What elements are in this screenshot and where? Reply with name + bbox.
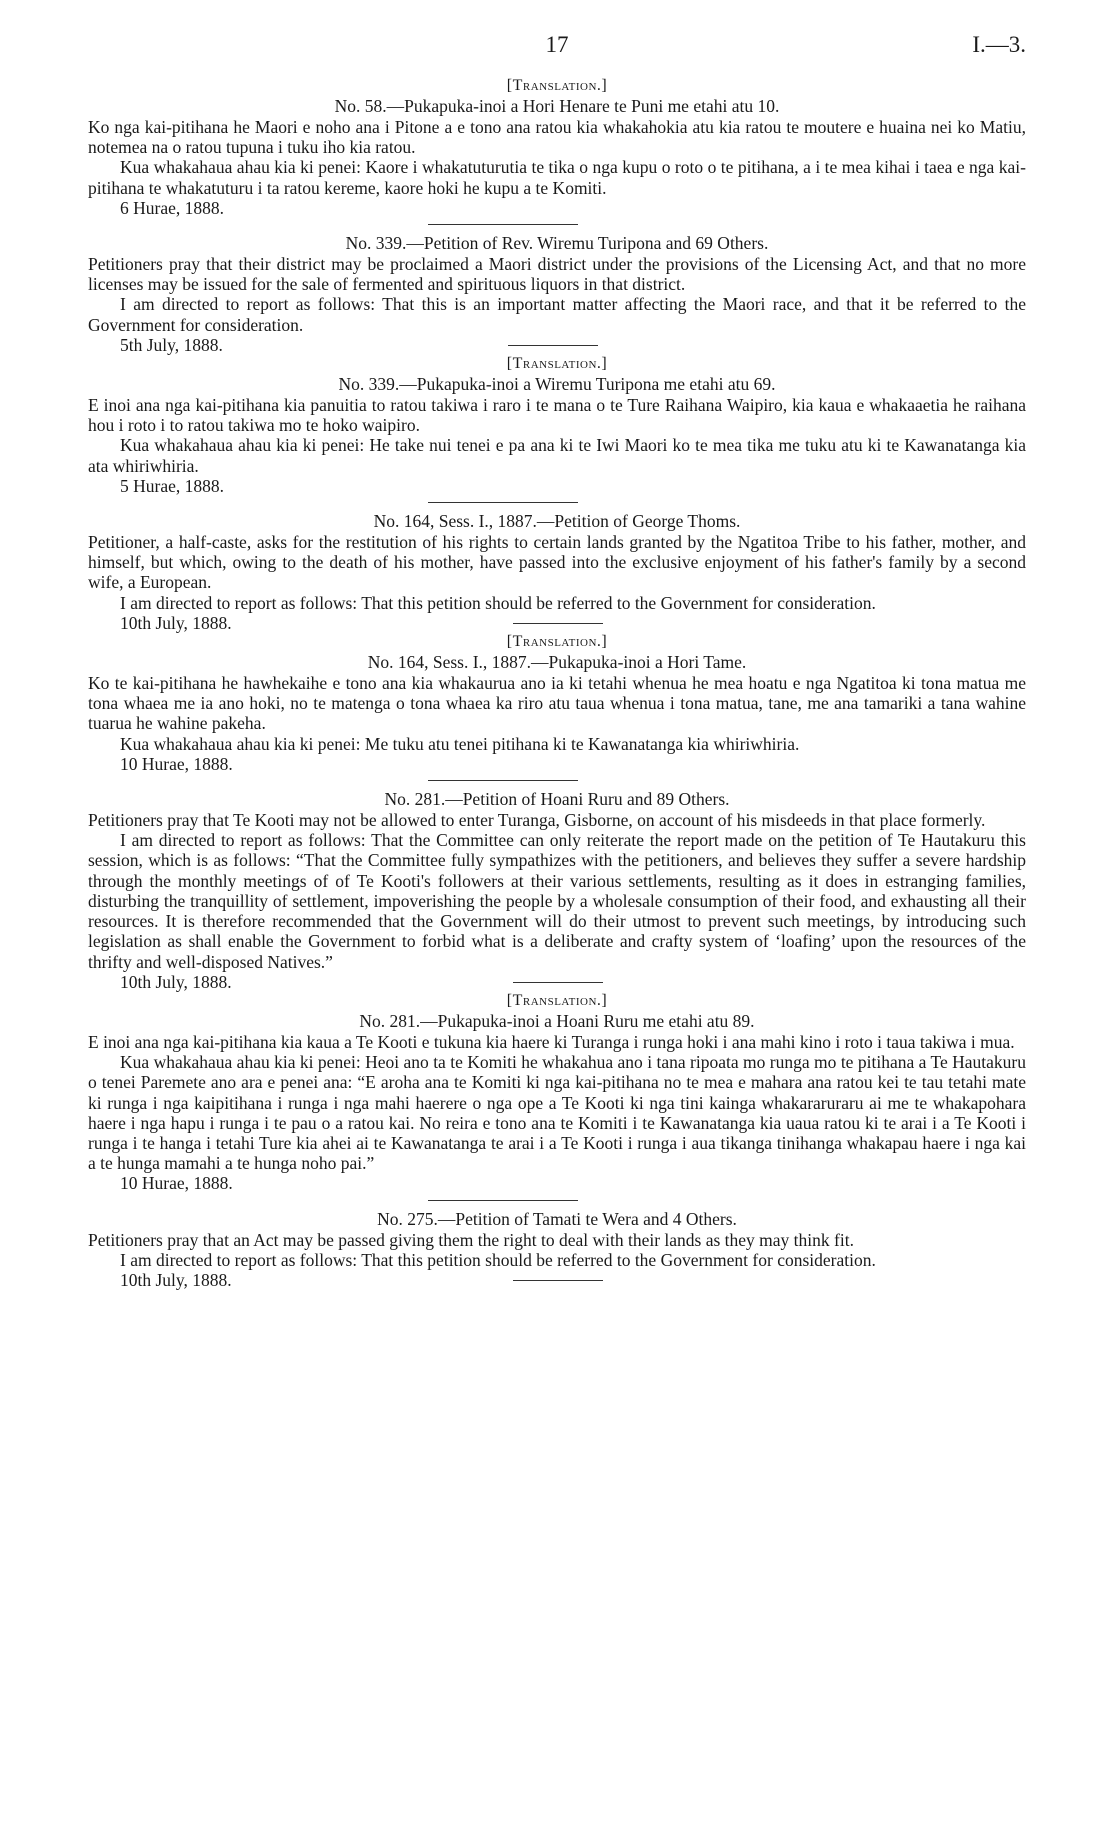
translation-tag: [Translation.] <box>506 77 608 94</box>
section-date: 10th July, 1888. <box>120 971 232 992</box>
section-281-petition <box>88 789 1026 992</box>
section-date: 5 Hurae, 1888. <box>120 475 225 496</box>
divider <box>513 982 603 983</box>
divider <box>428 224 578 225</box>
divider <box>428 780 578 781</box>
section-164-petition <box>88 511 1026 633</box>
section-paragraph: Kua whakahaua ahau kia ki penei: He take nui tenei e pa ana ki te Iwi Maori ko te mea tika me tuku atu ki te Kawanatanga kia ata whiriwhiria. <box>88 435 1026 476</box>
section-date: 10 Hurae, 1888. <box>120 1173 233 1194</box>
section-date: 5th July, 1888. <box>120 334 223 355</box>
section-paragraph: Petitioner, a half-caste, asks for the restitution of his rights to certain lands granted by the Ngatitoa Tribe to his father, mother, and himself, but which, owing to the death of his mother, have passed into the exclusive enjoyment of his father's family by a second wife, a European. <box>88 532 1026 593</box>
divider <box>513 623 603 624</box>
section-paragraph: I am directed to report as follows: That this is an important matter affecting the Maori race, and that it be referred to the Government for consideration. <box>88 294 1026 335</box>
divider <box>428 502 578 503</box>
section-paragraph: Kua whakahaua ahau kia ki penei: Me tuku atu tenei pitihana ki te Kawanatanga kia whiriwhiria. <box>120 733 800 754</box>
section-heading: No. 339.—Petition of Rev. Wiremu Turipona and 69 Others. <box>345 233 769 254</box>
section-heading: No. 281.—Petition of Hoani Ruru and 89 Others. <box>384 789 730 810</box>
section-58-translation <box>88 76 1026 218</box>
translation-tag: [Translation.] <box>506 991 608 1009</box>
section-heading: No. 164, Sess. I., 1887.—Petition of George Thoms. <box>373 511 741 532</box>
section-paragraph: E inoi ana nga kai-pitihana kia panuitia to ratou takiwa i raro i te mana o te Ture Raihana Waipiro, kia kaua e whakaaetia he raihana hou i roto i to ratou takiwa mo te hoko waipiro. <box>88 395 1026 436</box>
section-275-petition <box>88 1209 1026 1291</box>
section-paragraph: I am directed to report as follows: That the Committee can only reiterate the report made on the petition of Te Hautakuru this session, which is as follows: “That the Committee fully sympathizes with the petitioners, and believes they suffer a severe hardship through the monthly meetings of of Te Kooti's followers at their various settlements, resulting as it does in estranging families, disturbing the tranquillity of settlement, impoverishing the people by a wholesale consumption of their food, and exhausting all their resources. It is therefore recommended that the Government will do their utmost to prevent such meetings, by introducing such legislation as shall enable the Government to forbid what is a deliberate and crafty system of ‘loafing’ upon the resources of the thrifty and well-disposed Natives.” <box>88 830 1026 972</box>
translation-tag: [Translation.] <box>506 633 608 651</box>
divider <box>513 1280 603 1281</box>
section-date: 10th July, 1888. <box>120 1269 232 1290</box>
section-paragraph: Ko nga kai-pitihana he Maori e noho ana i Pitone a e tono ana ratou kia whakahokia atu kia ratou te moutere e huaina nei ko Matiu, notemea na o ratou tupuna i tuku iho kia ratou. <box>88 117 1026 158</box>
page-header <box>88 32 1026 76</box>
section-paragraph: Kua whakahaua ahau kia ki penei: Heoi ano ta te Komiti he whakahua ano i tana ripoata mo runga mo te pitihana a Te Hautakuru o tenei Paremete ano ara e penei ana: “E aroha ana te Komiti ki nga kai-pitihana no te mea e mahara ana ratou kei te tau tetahi mate ki runga i nga kaipitihana i runga i nga mahi haerere o nga ope a Te Kooti ki nga tini kainga whakararuraru ai me te whakapohara haere i nga hapu i runga i te pau o a ratou kai. No reira e tono ana te Komiti i te Kawanatanga kia uaua ratou ki te arai i a Te Kooti i runga i te hanga i tetahi Ture kia ahei ai te Kawanatanga te arai i a Te Kooti i runga i aua tikanga tinihanga whakapau haere i nga kai a te hunga mamahi a te hunga noho pai.” <box>88 1052 1026 1174</box>
section-paragraph: I am directed to report as follows: That this petition should be referred to the Government for consideration. <box>120 1249 876 1270</box>
page-number: 17 <box>545 32 569 57</box>
section-281-translation <box>88 991 1026 1194</box>
section-date: 6 Hurae, 1888. <box>120 197 225 218</box>
section-paragraph: Petitioners pray that Te Kooti may not be allowed to enter Turanga, Gisborne, on account of his misdeeds in that place formerly. <box>88 810 986 831</box>
section-paragraph: Petitioners pray that an Act may be passed giving them the right to deal with their lands as they may think fit. <box>88 1229 854 1250</box>
document-page <box>88 32 1026 1289</box>
section-heading: No. 339.—Pukapuka-inoi a Wiremu Turipona me etahi atu 69. <box>338 374 776 395</box>
section-heading: No. 275.—Petition of Tamati te Wera and 4 Others. <box>377 1208 737 1229</box>
divider <box>428 1200 578 1201</box>
translation-tag: [Translation.] <box>506 355 608 373</box>
divider <box>508 345 598 346</box>
section-paragraph: Ko te kai-pitihana he hawhekaihe e tono ana kia whakaurua ano ia ki tetahi whenua he mea hoatu e nga Ngatitoa ki tona matua me tona whaea me ia ano hoki, no te matenga o tona whaea ka riro atu taua whenua i tona matua, tane, me ana tamariki a tana wahine tuarua he wahine pakeha. <box>88 673 1026 734</box>
section-heading: No. 281.—Pukapuka-inoi a Hoani Ruru me etahi atu 89. <box>359 1010 755 1031</box>
document-reference: I.—3. <box>972 32 1026 57</box>
section-paragraph: Petitioners pray that their district may be proclaimed a Maori district under the provisions of the Licensing Act, and that no more licenses may be issued for the sale of fermented and spirituous liquors in that district. <box>88 254 1026 295</box>
section-date: 10th July, 1888. <box>120 612 232 633</box>
section-heading: No. 58.—Pukapuka-inoi a Hori Henare te Puni me etahi atu 10. <box>334 96 780 116</box>
section-heading: No. 164, Sess. I., 1887.—Pukapuka-inoi a Hori Tame. <box>367 652 747 673</box>
section-164-translation <box>88 632 1026 774</box>
section-339-petition <box>88 233 1026 355</box>
section-paragraph: I am directed to report as follows: That this petition should be referred to the Government for consideration. <box>120 592 876 613</box>
section-paragraph: E inoi ana nga kai-pitihana kia kaua a Te Kooti e tukuna kia haere ki Turanga i runga hoki i ana mahi kino i roto i taua takiwa i mua. <box>88 1031 1015 1052</box>
section-date: 10 Hurae, 1888. <box>120 753 233 774</box>
section-339-translation <box>88 354 1026 496</box>
section-paragraph: Kua whakahaua ahau kia ki penei: Kaore i whakatuturutia te tika o nga kupu o roto o te pitihana, a i te mea kihai i taea e nga kai-pitihana te whakatuturu i ta ratou kereme, kaore hoki he kupu a te Komiti. <box>88 157 1026 198</box>
